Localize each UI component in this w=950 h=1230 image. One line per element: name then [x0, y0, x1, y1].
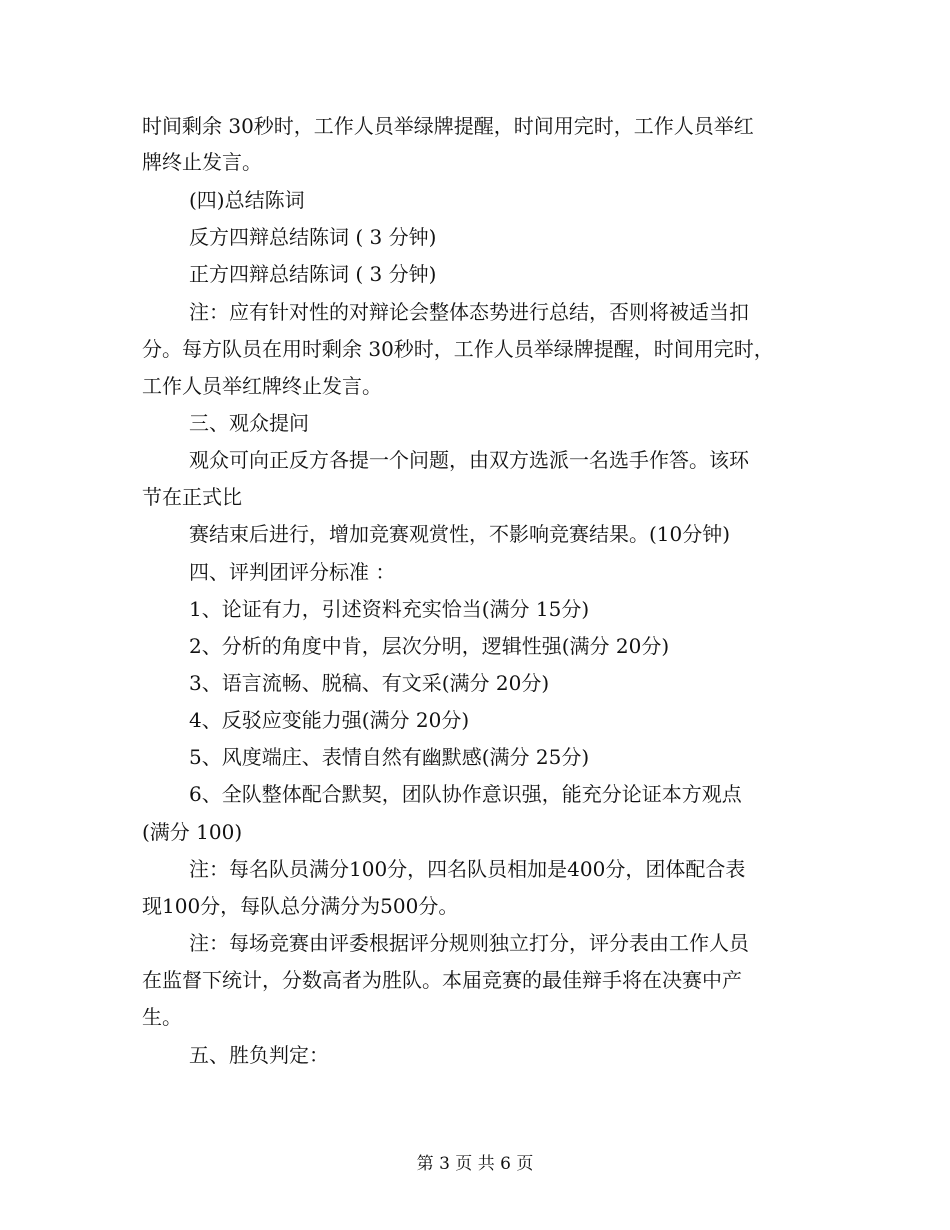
list-item: 5、风度端庄、表情自然有幽默感(满分 25分) [189, 745, 590, 769]
text-line: 分。每方队员在用时剩余 30秒时，工作人员举绿牌提醒，时间用完时， [142, 337, 774, 361]
text-line: 工作人员举红牌终止发言。 [142, 374, 382, 398]
list-item: 3、语言流畅、脱稿、有文采(满分 20分) [189, 671, 550, 695]
section-heading: 五、胜负判定： [189, 1043, 329, 1067]
section-heading: 四、评判团评分标准 ： [189, 560, 396, 584]
text-line: 正方四辩总结陈词 ( 3 分钟) [189, 262, 437, 286]
text-line: 生。 [142, 1005, 182, 1029]
list-item: (满分 100) [142, 820, 243, 844]
note-line: 注：每名队员满分100分，四名队员相加是400分，团体配合表 [189, 857, 746, 881]
list-item: 6、全队整体配合默契，团队协作意识强，能充分论证本方观点 [189, 782, 742, 806]
text-line: 现100分，每队总分满分为500分。 [142, 894, 459, 918]
list-item: 1、论证有力，引述资料充实恰当(满分 15分) [189, 597, 590, 621]
list-item: 4、反驳应变能力强(满分 20分) [189, 708, 470, 732]
text-line: 时间剩余 30秒时，工作人员举绿牌提醒，时间用完时，工作人员举红 [142, 114, 754, 138]
text-line: 观众可向正反方各提一个问题，由双方选派一名选手作答。该环 [189, 448, 749, 472]
text-line: 牌终止发言。 [142, 150, 262, 174]
text-line: 反方四辩总结陈词 ( 3 分钟) [189, 225, 437, 249]
text-line: 节在正式比 [142, 485, 242, 509]
section-heading: (四)总结陈词 [189, 188, 305, 212]
section-heading: 三、观众提问 [189, 411, 309, 435]
note-line: 注：每场竞赛由评委根据评分规则独立打分，评分表由工作人员 [189, 931, 749, 955]
text-line: 在监督下统计，分数高者为胜队。本届竞赛的最佳辩手将在决赛中产 [142, 968, 742, 992]
text-line: 赛结束后进行，增加竞赛观赏性，不影响竞赛结果。(10分钟) [189, 522, 731, 546]
page-footer: 第 3 页 共 6 页 [416, 1154, 534, 1174]
list-item: 2、分析的角度中肯，层次分明，逻辑性强(满分 20分) [189, 634, 670, 658]
note-line: 注：应有针对性的对辩论会整体态势进行总结，否则将被适当扣 [189, 300, 749, 324]
